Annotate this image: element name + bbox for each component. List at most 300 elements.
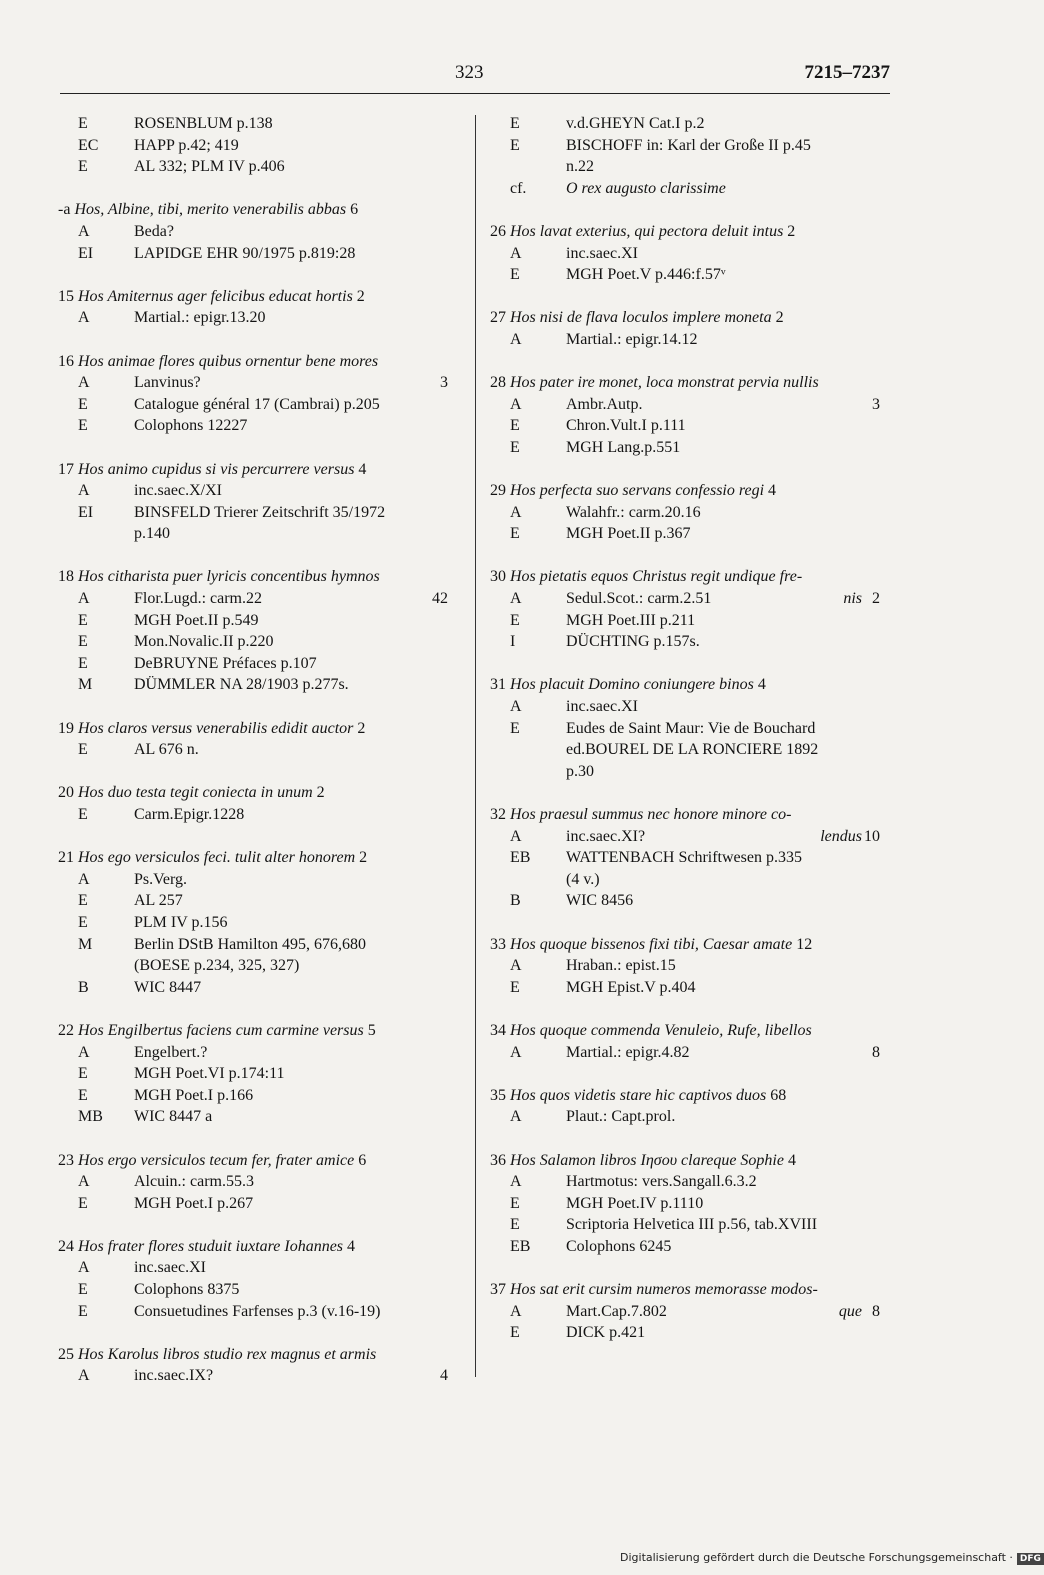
source-row	[490, 437, 890, 459]
source-text: MGH Poet.VI p.174:11	[134, 1065, 285, 1083]
source-text: p.140	[134, 525, 170, 543]
source-text: Plaut.: Capt.prol.	[566, 1108, 676, 1126]
source-code: M	[78, 676, 93, 694]
source-code: E	[510, 417, 520, 435]
source-row	[58, 610, 458, 632]
entry-heading	[58, 199, 458, 221]
source-code: A	[78, 374, 90, 392]
entry	[490, 1279, 890, 1344]
source-row	[490, 1322, 890, 1344]
source-text: Martial.: epigr.4.82	[566, 1043, 690, 1061]
source-code: E	[78, 806, 88, 823]
entry	[58, 1150, 458, 1215]
entry-number: 37	[490, 1281, 506, 1299]
source-code: M	[78, 935, 93, 953]
source-text: MGH Poet.IV p.1110	[566, 1194, 704, 1212]
source-row	[490, 847, 890, 869]
entry	[490, 934, 890, 999]
source-text: Walahfr.: carm.20.16	[566, 503, 701, 521]
source-text: inc.saec.IX?	[134, 1367, 214, 1385]
source-text: MGH Poet.II p.367	[566, 525, 691, 543]
source-row	[58, 1365, 458, 1387]
verse-count: 2	[872, 590, 880, 608]
entry-number: 17	[58, 460, 74, 478]
verse-count: 2	[359, 849, 368, 867]
incipit: Hos ego versiculos feci. tulit alter honorem	[78, 849, 356, 867]
source-text: PLM IV p.156	[134, 913, 228, 931]
source-code: I	[510, 633, 516, 651]
source-code: E	[78, 1065, 88, 1083]
header-rule	[60, 93, 890, 94]
source-code: A	[510, 590, 522, 608]
source-code: EB	[510, 849, 531, 867]
source-code: E	[78, 913, 88, 931]
entry-number: 33	[490, 935, 506, 953]
entry	[490, 804, 890, 912]
source-row	[490, 178, 890, 200]
source-text: ed.BOUREL DE LA RONCIERE 1892	[566, 741, 819, 759]
source-text: WIC 8456	[566, 892, 634, 910]
source-row	[58, 523, 458, 545]
entry-heading	[58, 847, 458, 869]
source-row	[58, 480, 458, 502]
source-text: Colophons 8375	[134, 1281, 240, 1299]
source-code: E	[78, 892, 88, 910]
incipit-continuation: que	[838, 1302, 862, 1320]
incipit: Hos frater flores studuit iuxtare Iohannes	[78, 1237, 344, 1255]
footer-text: Digitalisierung gefördert durch die Deutsche Forschungsgemeinschaft ·	[620, 1551, 1013, 1564]
entry-heading	[490, 221, 890, 243]
source-code: EI	[78, 244, 94, 262]
source-code: A	[78, 870, 90, 888]
source-row	[490, 1106, 890, 1128]
source-row	[490, 394, 890, 416]
entry-number: 30	[490, 568, 506, 586]
incipit: Hos nisi de flava loculos implere moneta	[510, 309, 772, 327]
source-code: A	[78, 309, 90, 327]
entry-heading	[58, 1236, 458, 1258]
entry-number: -a	[58, 201, 71, 219]
source-code: A	[78, 1367, 90, 1385]
entry-number: 34	[490, 1021, 506, 1039]
entry-heading	[490, 804, 890, 826]
source-row	[490, 1236, 890, 1258]
incipit: Hos citharista puer lyricis concentibus hymnos	[78, 568, 380, 586]
source-text: Martial.: epigr.14.12	[566, 330, 698, 348]
source-code: A	[510, 244, 522, 262]
source-row	[58, 955, 458, 977]
entry-heading	[490, 480, 890, 502]
source-row	[490, 718, 890, 740]
incipit: Hos pietatis equos Christus regit undique fre-	[510, 568, 803, 586]
entry-heading	[58, 1020, 458, 1042]
source-row	[490, 1042, 890, 1064]
entry-number: 24	[58, 1237, 74, 1255]
source-code: A	[510, 957, 522, 975]
source-text: AL 257	[134, 892, 183, 910]
entry	[490, 113, 890, 199]
source-row	[58, 156, 458, 178]
verse-count: 42	[432, 590, 448, 608]
entry-heading	[490, 1150, 890, 1172]
entry-heading	[490, 934, 890, 956]
source-text: DÜMMLER NA 28/1903 p.277s.	[134, 676, 349, 694]
source-row	[58, 243, 458, 265]
entry-number: 19	[58, 719, 74, 737]
incipit: Hos Salamon libros Ιησου clareque Sophie	[510, 1151, 784, 1169]
source-code: E	[78, 1302, 88, 1320]
entry-number: 15	[58, 287, 74, 305]
source-row	[58, 977, 458, 999]
source-code: cf.	[510, 179, 527, 197]
source-row	[58, 674, 458, 696]
incipit: Hos duo testa tegit coniecta in unum	[78, 784, 313, 802]
verse-count: 6	[350, 201, 359, 219]
source-text: WIC 8447 a	[134, 1108, 213, 1126]
entry-heading	[58, 351, 458, 373]
source-code: E	[510, 136, 520, 154]
source-text: inc.saec.X/XI	[134, 482, 222, 500]
source-code: A	[510, 1173, 522, 1191]
source-code: E	[78, 395, 88, 413]
source-row	[58, 415, 458, 437]
incipit: Hos Engilbertus faciens cum carmine versus	[78, 1021, 364, 1039]
entry-number: 16	[58, 352, 74, 370]
entry	[58, 1020, 458, 1128]
entry	[58, 113, 458, 178]
entry-heading	[58, 286, 458, 308]
verse-count: 2	[775, 309, 784, 327]
entry	[58, 1236, 458, 1322]
source-code: E	[510, 611, 520, 629]
source-text: Sedul.Scot.: carm.2.51	[566, 590, 712, 608]
source-code: E	[510, 1194, 520, 1212]
source-text: Colophons 12227	[134, 417, 248, 435]
verse-count: 4	[440, 1367, 448, 1385]
source-row	[58, 890, 458, 912]
source-text: Ps.Verg.	[134, 870, 188, 888]
entry-heading	[490, 372, 890, 394]
source-text: Catalogue général 17 (Cambrai) p.205	[134, 395, 380, 413]
source-code: B	[78, 978, 89, 996]
source-row	[58, 394, 458, 416]
incipit: Hos perfecta suo servans confessio regi	[510, 482, 765, 500]
source-text: MGH Lang.p.551	[566, 438, 681, 456]
source-text: MGH Poet.V p.446:f.57ᵛ	[566, 266, 726, 284]
source-row	[58, 502, 458, 524]
source-text: v.d.GHEYN Cat.I p.2	[566, 115, 705, 132]
entry	[58, 847, 458, 998]
verse-count: 12	[796, 935, 813, 953]
source-code: A	[78, 482, 90, 500]
source-row	[490, 523, 890, 545]
verse-count: 6	[358, 1151, 367, 1169]
source-text: inc.saec.XI	[134, 1259, 206, 1277]
source-row	[490, 135, 890, 157]
right-column	[490, 113, 890, 1365]
source-row	[58, 307, 458, 329]
incipit: Hos, Albine, tibi, merito venerabilis abbas	[74, 201, 347, 219]
source-row	[490, 977, 890, 999]
entry	[58, 782, 458, 825]
source-row	[490, 1171, 890, 1193]
entry	[490, 480, 890, 545]
source-code: E	[510, 1216, 520, 1234]
source-code: EI	[78, 503, 94, 521]
source-row	[58, 1257, 458, 1279]
source-row	[58, 372, 458, 394]
source-code: A	[78, 222, 90, 240]
verse-count: 8	[872, 1043, 880, 1061]
source-text: O rex augusto clarissime	[566, 179, 726, 197]
source-code: A	[510, 698, 522, 716]
verse-count: 2	[787, 222, 796, 240]
incipit: Hos claros versus venerabilis edidit auctor	[78, 719, 354, 737]
source-code: A	[78, 1173, 90, 1191]
source-code: A	[78, 1259, 90, 1277]
entry-number: 18	[58, 568, 74, 586]
verse-count: 3	[872, 395, 880, 413]
entry-heading	[490, 566, 890, 588]
source-text: Mart.Cap.7.802	[566, 1302, 667, 1320]
source-code: A	[510, 1108, 522, 1126]
entry	[58, 566, 458, 696]
entry	[490, 1085, 890, 1128]
incipit: Hos sat erit cursim numeros memorasse modos-	[510, 1281, 818, 1299]
source-row	[58, 1063, 458, 1085]
source-text: (BOESE p.234, 325, 327)	[134, 957, 300, 975]
incipit: Hos quos videtis stare hic captivos duos	[510, 1086, 767, 1104]
incipit: Hos lavat exterius, qui pectora deluit intus	[510, 222, 784, 240]
incipit: Hos praesul summus nec honore minore co-	[510, 806, 792, 823]
source-code: A	[510, 1043, 522, 1061]
source-row	[490, 826, 890, 848]
verse-count: 68	[770, 1086, 787, 1104]
source-text: Lanvinus?	[134, 374, 201, 392]
source-row	[58, 934, 458, 956]
entry	[58, 351, 458, 437]
source-code: E	[510, 266, 520, 284]
source-text: Ambr.Autp.	[566, 395, 643, 413]
entry-number: 35	[490, 1086, 506, 1104]
source-code: A	[510, 330, 522, 348]
incipit: Hos placuit Domino coniungere binos	[510, 676, 754, 694]
source-text: MGH Poet.II p.549	[134, 611, 259, 629]
source-text: inc.saec.XI	[566, 698, 638, 716]
entry-heading	[58, 718, 458, 740]
source-row	[490, 156, 890, 178]
source-code: E	[78, 1281, 88, 1299]
source-row	[58, 1279, 458, 1301]
verse-count: 10	[864, 827, 880, 845]
source-code: E	[78, 611, 88, 629]
verse-count: 4	[787, 1151, 796, 1169]
source-text: Hartmotus: vers.Sangall.6.3.2	[566, 1173, 757, 1191]
source-text: (4 v.)	[566, 870, 600, 888]
entry-number: 23	[58, 1151, 74, 1169]
source-row	[58, 804, 458, 826]
verse-count: 2	[316, 784, 325, 802]
source-text: HAPP p.42; 419	[134, 136, 239, 154]
entry-range: 7215–7237	[804, 62, 890, 83]
source-row	[58, 1042, 458, 1064]
source-text: inc.saec.XI	[566, 244, 638, 262]
source-text: MGH Epist.V p.404	[566, 978, 696, 996]
source-row	[490, 761, 890, 783]
source-row	[58, 653, 458, 675]
source-row	[490, 1301, 890, 1323]
source-code: E	[78, 1086, 88, 1104]
entry-number: 21	[58, 849, 74, 867]
footer	[620, 1551, 1044, 1565]
source-row	[490, 869, 890, 891]
source-text: n.22	[566, 158, 594, 176]
source-row	[490, 739, 890, 761]
source-row	[490, 502, 890, 524]
source-row	[58, 869, 458, 891]
source-text: AL 332; PLM IV p.406	[134, 158, 285, 176]
source-row	[490, 415, 890, 437]
entry-heading	[490, 307, 890, 329]
source-row	[490, 610, 890, 632]
source-row	[490, 329, 890, 351]
entry-heading	[58, 1344, 458, 1366]
entry-heading	[490, 1020, 890, 1042]
source-text: ROSENBLUM p.138	[134, 115, 273, 132]
source-code: A	[78, 590, 90, 608]
entry	[490, 674, 890, 782]
source-code: E	[78, 654, 88, 672]
entry	[490, 1150, 890, 1258]
source-text: LAPIDGE EHR 90/1975 p.819:28	[134, 244, 356, 262]
entry	[58, 199, 458, 264]
source-text: inc.saec.XI?	[566, 827, 646, 845]
entry-heading	[58, 782, 458, 804]
source-code: E	[510, 719, 520, 737]
source-code: E	[78, 115, 88, 132]
source-row	[58, 221, 458, 243]
incipit: Hos Karolus libros studio rex magnus et armis	[78, 1345, 377, 1363]
entry-number: 32	[490, 806, 506, 823]
entry	[58, 286, 458, 329]
source-text: p.30	[566, 762, 594, 780]
dfg-logo: DFG	[1017, 1553, 1044, 1565]
source-row	[490, 955, 890, 977]
source-row	[58, 1171, 458, 1193]
source-row	[490, 243, 890, 265]
incipit-continuation: lendus	[820, 827, 862, 845]
source-code: E	[78, 158, 88, 176]
entry-heading	[58, 566, 458, 588]
source-text: Martial.: epigr.13.20	[134, 309, 266, 327]
source-code: E	[78, 1194, 88, 1212]
source-text: Flor.Lugd.: carm.22	[134, 590, 262, 608]
verse-count: 2	[356, 287, 365, 305]
source-row	[58, 739, 458, 761]
entry	[490, 221, 890, 286]
source-row	[58, 912, 458, 934]
entry-number: 26	[490, 222, 506, 240]
verse-count: 4	[757, 676, 766, 694]
entry	[58, 1344, 458, 1387]
source-text: Alcuin.: carm.55.3	[134, 1173, 254, 1191]
entry	[58, 459, 458, 545]
entry-number: 25	[58, 1345, 74, 1363]
entry-heading	[490, 1085, 890, 1107]
left-column	[58, 113, 458, 1409]
incipit: Hos animae flores quibus ornentur bene mores	[78, 352, 379, 370]
incipit: Hos ergo versiculos tecum fer, frater amice	[78, 1151, 355, 1169]
source-code: A	[510, 395, 522, 413]
source-row	[490, 588, 890, 610]
verse-count: 5	[367, 1021, 376, 1039]
page-number: 323	[455, 62, 484, 83]
source-code: B	[510, 892, 521, 910]
source-row	[490, 264, 890, 286]
source-code: E	[510, 115, 520, 132]
source-code: E	[510, 1324, 520, 1342]
verse-count: 2	[357, 719, 366, 737]
entry-number: 29	[490, 482, 506, 500]
source-row	[490, 890, 890, 912]
entry-number: 22	[58, 1021, 74, 1039]
source-row	[58, 1085, 458, 1107]
source-text: Engelbert.?	[134, 1043, 208, 1061]
verse-count: 4	[768, 482, 777, 500]
source-code: E	[78, 741, 88, 759]
source-text: WATTENBACH Schriftwesen p.335	[566, 849, 802, 867]
source-row	[490, 1193, 890, 1215]
source-row	[490, 696, 890, 718]
source-code: A	[510, 1302, 522, 1320]
verse-count: 4	[347, 1237, 356, 1255]
entry-number: 31	[490, 676, 506, 694]
source-code: A	[510, 827, 522, 845]
source-code: A	[510, 503, 522, 521]
source-code: MB	[78, 1108, 103, 1126]
entry-number: 20	[58, 784, 74, 802]
column-divider	[475, 115, 476, 1377]
source-text: Eudes de Saint Maur: Vie de Bouchard	[566, 719, 816, 737]
source-row	[58, 135, 458, 157]
source-text: Beda?	[134, 222, 174, 240]
entry	[58, 718, 458, 761]
source-row	[58, 1301, 458, 1323]
incipit: Hos Amiternus ager felicibus educat hortis	[78, 287, 353, 305]
source-text: Hraban.: epist.15	[566, 957, 676, 975]
source-text: DÜCHTING p.157s.	[566, 633, 700, 651]
source-code: E	[510, 438, 520, 456]
source-code: EB	[510, 1237, 531, 1255]
source-text: DICK p.421	[566, 1324, 646, 1342]
entry-number: 36	[490, 1151, 506, 1169]
verse-count: 8	[872, 1302, 880, 1320]
entry-heading	[58, 1150, 458, 1172]
source-text: Colophons 6245	[566, 1237, 672, 1255]
incipit-continuation: nis	[843, 590, 862, 608]
source-text: MGH Poet.I p.166	[134, 1086, 254, 1104]
source-text: MGH Poet.I p.267	[134, 1194, 254, 1212]
incipit: Hos animo cupidus si vis percurrere versus	[78, 460, 355, 478]
incipit: Hos pater ire monet, loca monstrat pervia nullis	[510, 374, 819, 392]
source-text: Mon.Novalic.II p.220	[134, 633, 274, 651]
source-code: E	[78, 633, 88, 651]
entry	[490, 307, 890, 350]
source-text: MGH Poet.III p.211	[566, 611, 696, 629]
source-text: AL 676 n.	[134, 741, 199, 759]
source-code: A	[78, 1043, 90, 1061]
source-row	[58, 1106, 458, 1128]
